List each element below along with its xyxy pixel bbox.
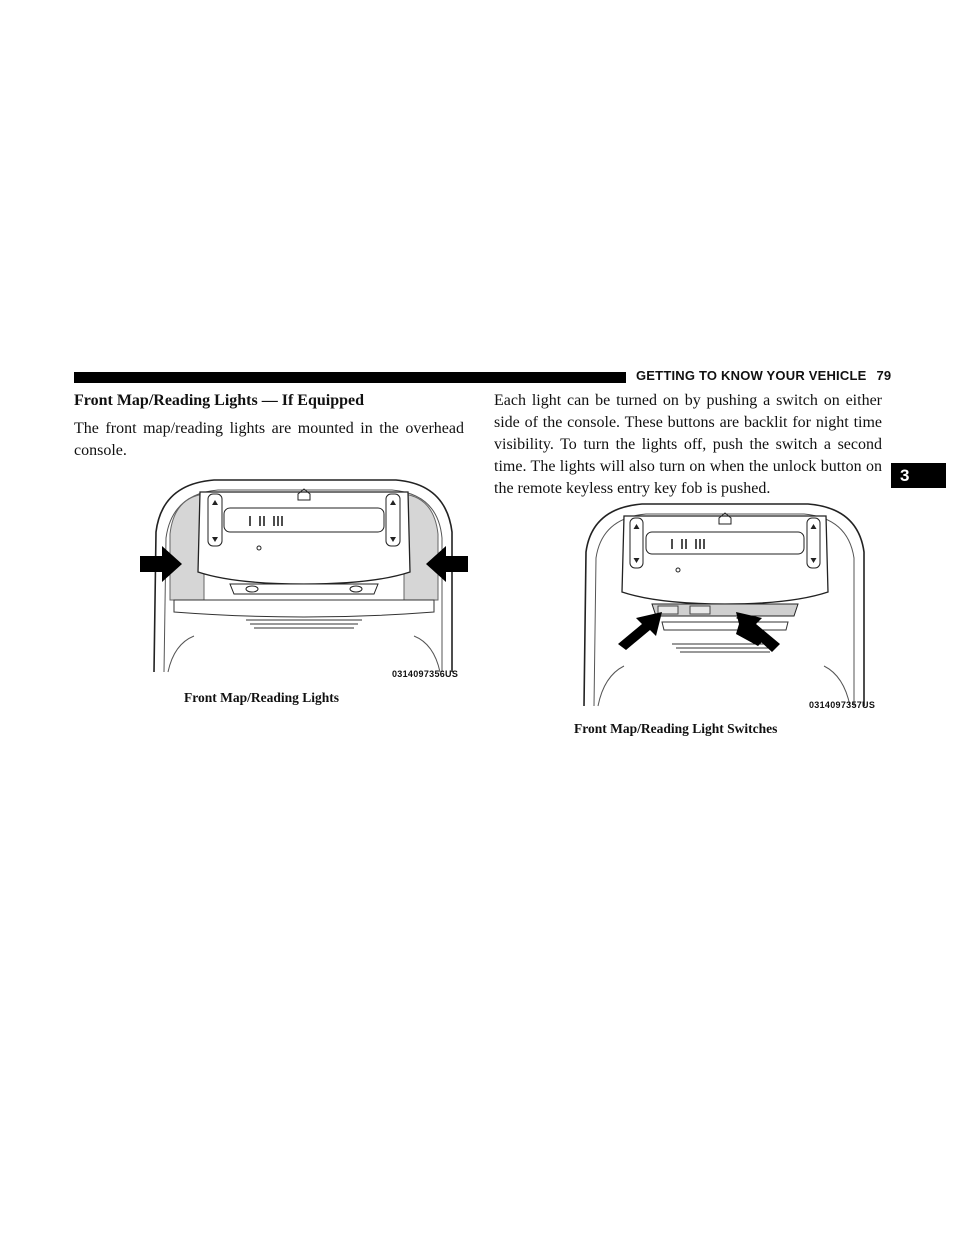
- body-paragraph: Each light can be turned on by pushing a switch on either side of the console. These buttons are backlit for night time visibility. To turn the lights off, push the switch a second time. The lights will also turn on when the unlock button on the remote keyless entry key fob is pushed.: [494, 392, 882, 497]
- figure-code: 0314097357US: [809, 700, 876, 710]
- running-header: [636, 368, 891, 383]
- header-rule: [74, 372, 626, 383]
- page-number: 79: [876, 368, 892, 383]
- overhead-console-illustration: [134, 472, 474, 684]
- overhead-console-switches-illustration: [566, 500, 884, 714]
- intro-paragraph: The front map/reading lights are mounted in the overhead console.: [74, 420, 464, 459]
- figure-caption: Front Map/Reading Light Switches: [574, 721, 778, 736]
- figure-caption: Front Map/Reading Lights: [184, 690, 340, 705]
- section-heading: Front Map/Reading Lights — If Equipped: [74, 392, 364, 409]
- figure-code: 0314097356US: [392, 669, 459, 679]
- chapter-tab: 3: [891, 463, 946, 488]
- section-title: GETTING TO KNOW YOUR VEHICLE: [636, 368, 867, 383]
